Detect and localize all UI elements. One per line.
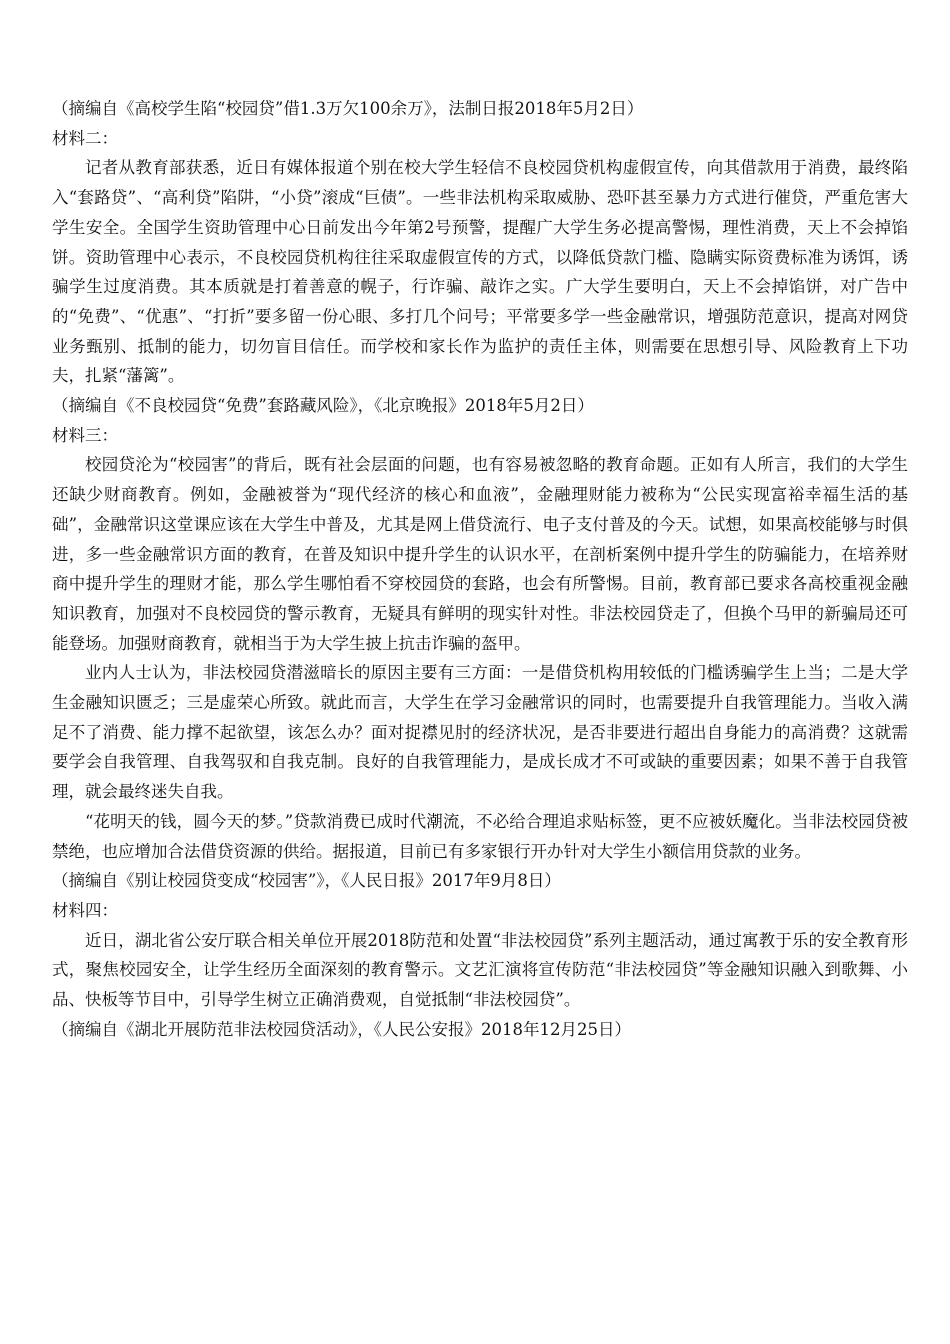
source-citation-2: （摘编自《不良校园贷“免费”套路藏风险》，《北京晚报》2018年5月2日）	[52, 396, 594, 416]
material-4-heading: 材料四：	[52, 900, 118, 920]
source-citation-3: （摘编自《别让校园贷变成“校园害”》，《人民日报》2017年9月8日）	[52, 871, 561, 891]
material-2-paragraph: 记者从教育部获悉，近日有媒体报道个别在校大学生轻信不良校园贷机构虚假宣传，向其借款用于消费，最终陷入“套路贷”、“高利贷”陷阱，“小贷”滚成“巨债”。一些非法机构采取威胁、恐吓甚至暴力方式进行催贷，严重危害大学生安全。全国学生资助管理中心日前发出今年第2号预警，提醒广大学生务必提高警惕，理性消费，天上不会掉馅饼。资助管理中心表示，不良校园贷机构往往采取虚假宣传的方式，以降低贷款门槛、隐瞒实际资费标准为诱饵，诱骗学生过度消费。其本质就是打着善意的幌子，行诈骗、敲诈之实。广大学生要明白，天上不会掉馅饼，对广告中的“免费”、“优惠”、“打折”要多留一份心眼、多打几个问号；平常要多学一些金融常识，增强防范意识，提高对网贷业务甄别、抵制的能力，切勿盲目信任。而学校和家长作为监护的责任主体，则需要在思想引导、风险教育上下功夫，扎紧“藩篱”。	[52, 158, 908, 386]
material-3-paragraph-3: “花明天的钱，圆今天的梦。”贷款消费已成时代潮流，不必给合理追求贴标签，更不应被妖魔化。当非法校园贷被禁绝，也应增加合法借贷资源的供给。据报道，目前已有多家银行开办针对大学生小额信用贷款的业务。	[52, 811, 908, 861]
material-4-paragraph: 近日，湖北省公安厅联合相关单位开展2018防范和处置“非法校园贷”系列主题活动，通过寓教于乐的安全教育形式，聚焦校园安全，让学生经历全面深刻的教育警示。文艺汇演将宣传防范“非法校园贷”等金融知识融入到歌舞、小品、快板等节目中，引导学生树立正确消费观，自觉抵制“非法校园贷”。	[52, 930, 908, 1010]
material-3-heading: 材料三：	[52, 425, 118, 445]
document-body	[52, 94, 908, 1045]
source-citation-1: （摘编自《高校学生陷“校园贷”借1.3万欠100余万》，法制日报2018年5月2日）	[52, 99, 644, 118]
material-3-paragraph-1: 校园贷沦为“校园害”的背后，既有社会层面的问题，也有容易被忽略的教育命题。正如有人所言，我们的大学生还缺少财商教育。例如，金融被誉为“现代经济的核心和血液”，金融理财能力被称为“公民实现富裕幸福生活的基础”，金融常识这堂课应该在大学生中普及，尤其是网上借贷流行、电子支付普及的今天。试想，如果高校能够与时俱进，多一些金融常识方面的教育，在普及知识中提升学生的认识水平，在剖析案例中提升学生的防骗能力，在培养财商中提升学生的理财才能，那么学生哪怕看不穿校园贷的套路，也会有所警惕。目前，教育部已要求各高校重视金融知识教育，加强对不良校园贷的警示教育，无疑具有鲜明的现实针对性。非法校园贷走了，但换个马甲的新骗局还可能登场。加强财商教育，就相当于为大学生披上抗击诈骗的盔甲。	[52, 455, 908, 653]
material-3-paragraph-2: 业内人士认为，非法校园贷潜滋暗长的原因主要有三方面：一是借贷机构用较低的门槛诱骗学生上当；二是大学生金融知识匮乏；三是虚荣心所致。就此而言，大学生在学习金融常识的同时，也需要提升自我管理能力。当收入满足不了消费、能力撑不起欲望，该怎么办？面对捉襟见肘的经济状况，是否非要进行超出自身能力的高消费？这就需要学会自我管理、自我驾驭和自我克制。良好的自我管理能力，是成长成才不可或缺的重要因素；如果不善于自我管理，就会最终迷失自我。	[52, 663, 908, 802]
source-citation-4: （摘编自《湖北开展防范非法校园贷活动》，《人民公安报》2018年12月25日）	[52, 1019, 631, 1039]
material-2-heading: 材料二：	[52, 128, 118, 148]
